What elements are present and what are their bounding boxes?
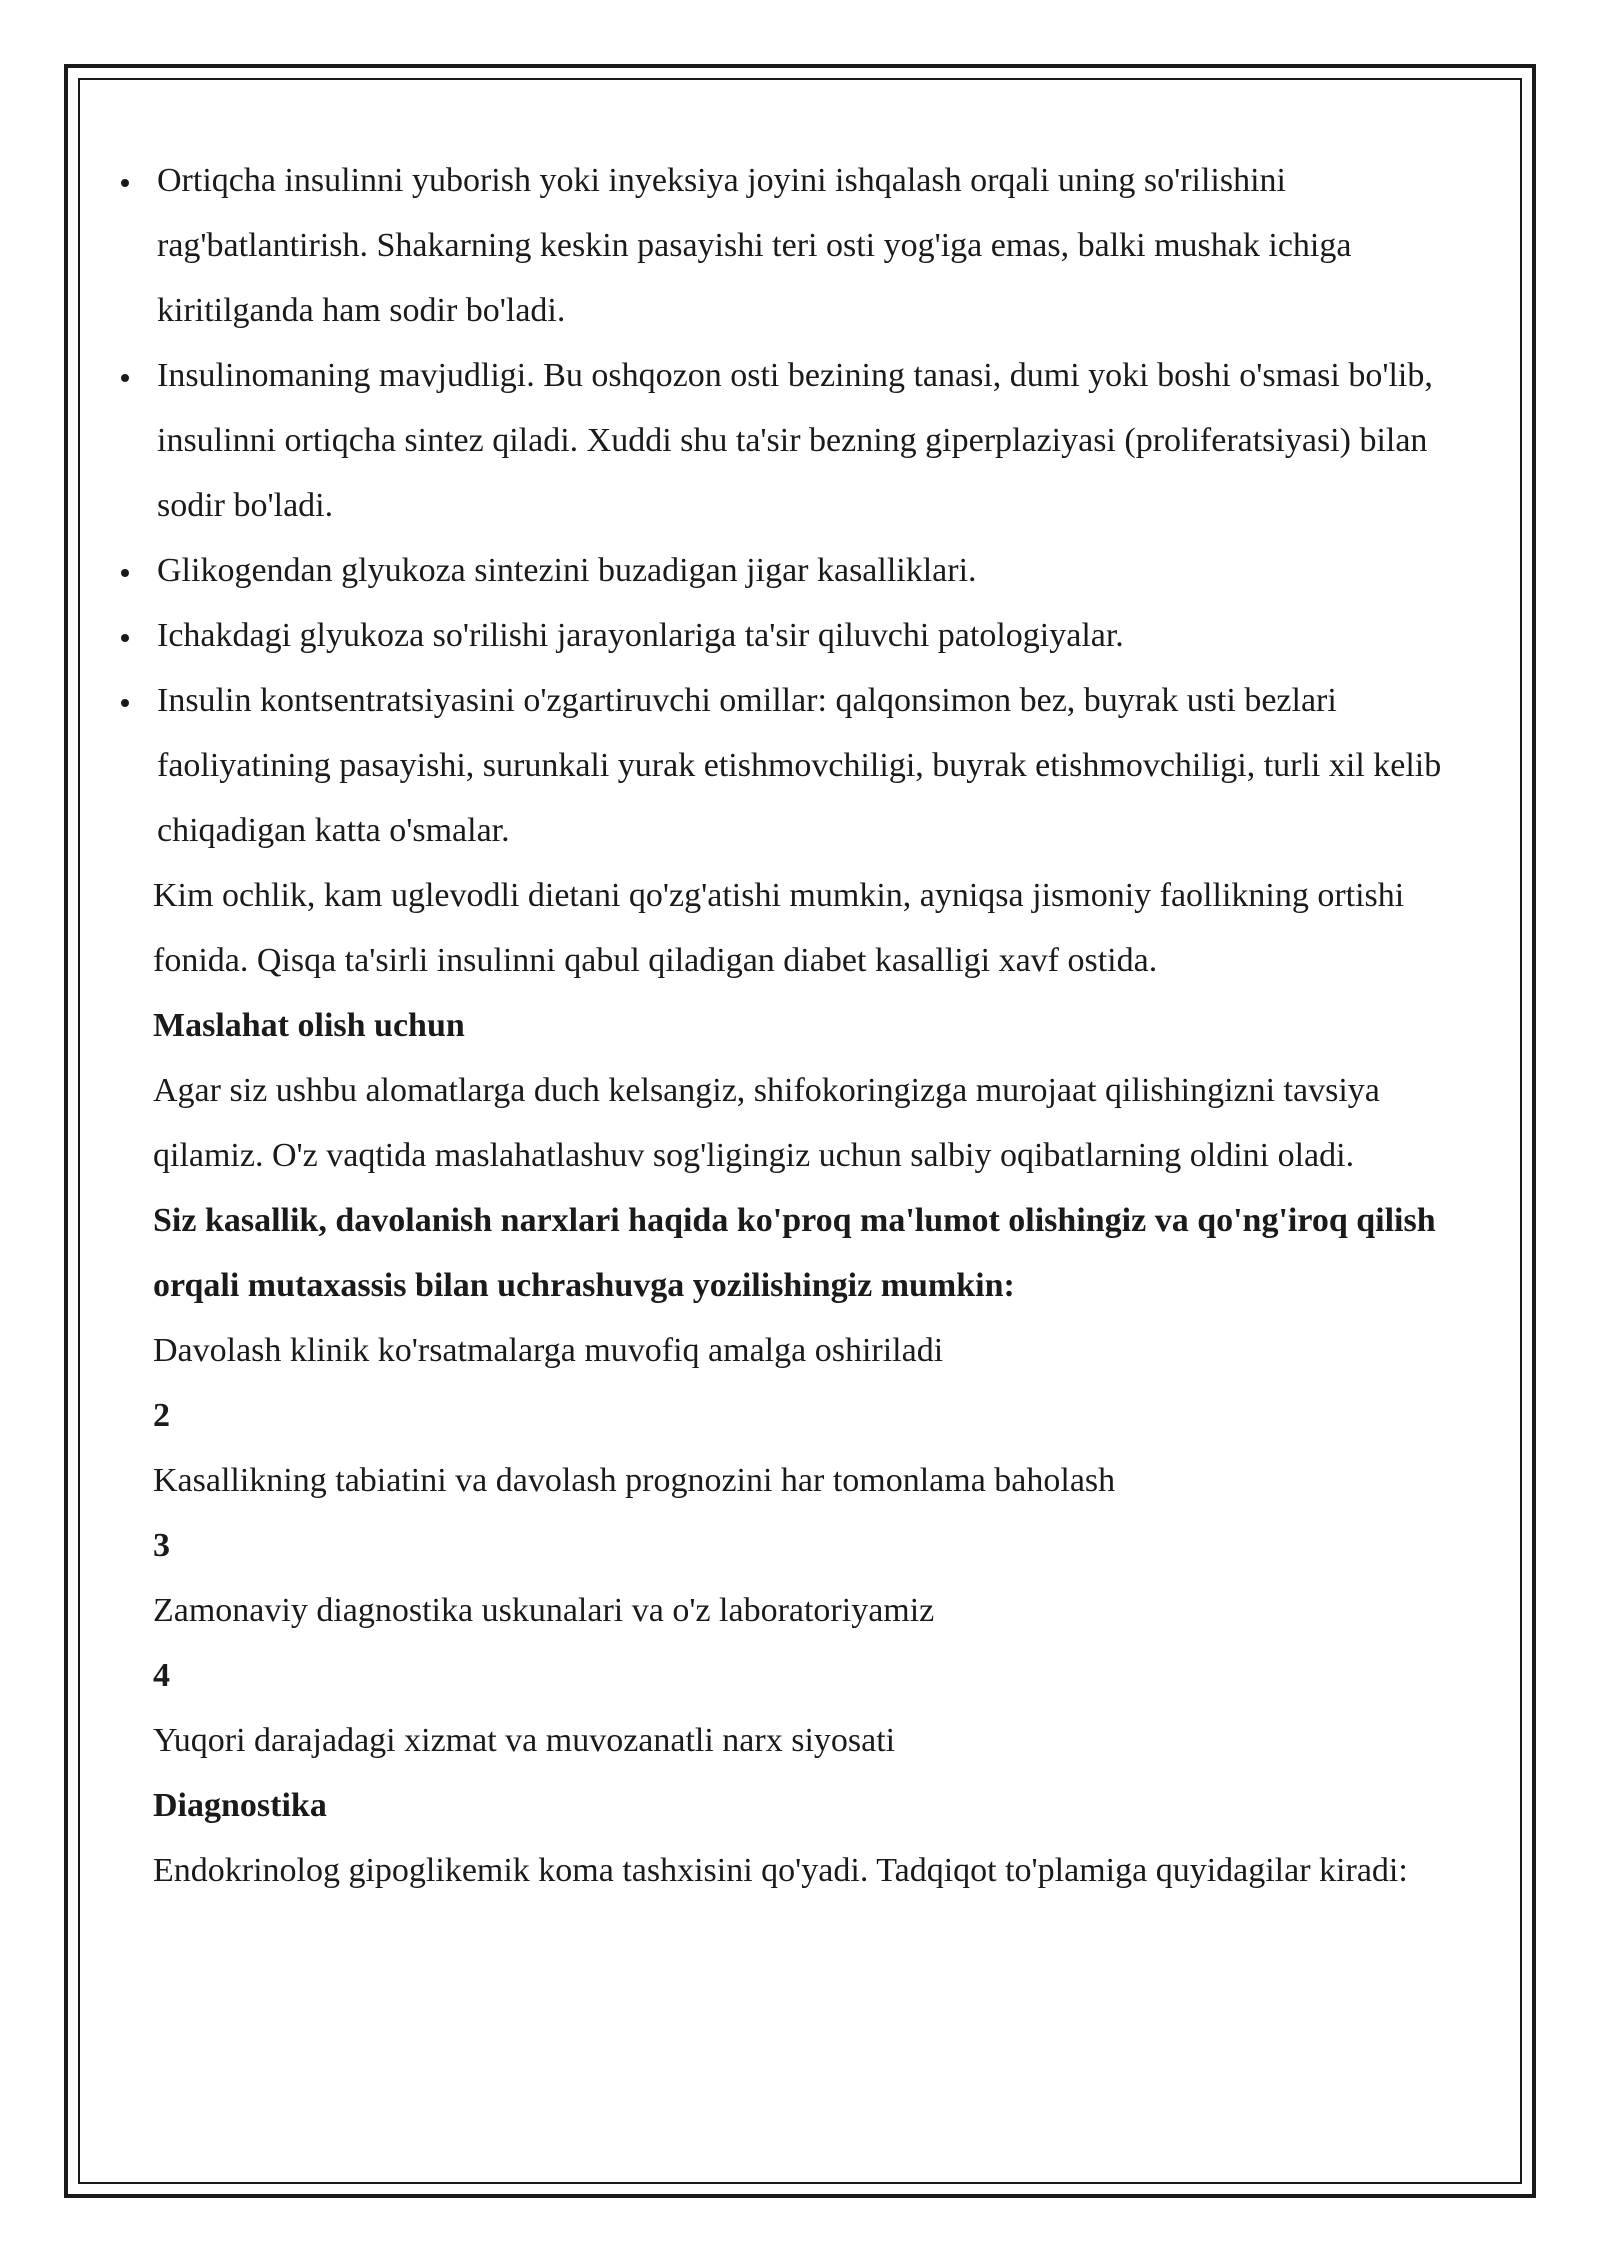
- bullet-icon: [115, 343, 135, 408]
- feature-number: 2: [153, 1397, 170, 1434]
- bullet-icon: [115, 668, 135, 733]
- list-item-text: Glikogendan glyukoza sintezini buzadigan jigar kasalliklari.: [157, 552, 977, 589]
- list-item-text: Ichakdagi glyukoza so'rilishi jarayonlariga ta'sir qiluvchi patologiyalar.: [157, 617, 1124, 654]
- risk-paragraph: Kim ochlik, kam uglevodli dietani qo'zg'atishi mumkin, ayniqsa jismoniy faollikning ortishi fonida. Qisqa ta'sirli insulinni qabul qiladigan diabet kasalligi xavf ostida.: [153, 877, 1405, 979]
- bullet-icon: [115, 538, 135, 603]
- consult-text: Agar siz ushbu alomatlarga duch kelsangiz, shifokoringizga murojaat qilishingizni tavsiya qilamiz. O'z vaqtida maslahatlashuv sog'ligingiz uchun salbiy oqibatlarning oldini oladi.: [153, 1072, 1380, 1174]
- diagnostics-heading: Diagnostika: [153, 1787, 327, 1824]
- feature-number: 4: [153, 1657, 170, 1694]
- feature-text: Yuqori darajadagi xizmat va muvozanatli narx siyosati: [153, 1722, 896, 1759]
- feature-text: Kasallikning tabiatini va davolash prognozini har tomonlama baholash: [153, 1462, 1116, 1499]
- diagnostics-text: Endokrinolog gipoglikemik koma tashxisini qo'yadi. Tadqiqot to'plamiga quyidagilar kiradi:: [153, 1852, 1408, 1889]
- list-item: [153, 668, 1473, 863]
- bullet-icon: [115, 148, 135, 213]
- list-item: [153, 148, 1473, 343]
- consult-note: Siz kasallik, davolanish narxlari haqida ko'proq ma'lumot olishingiz va qo'ng'iroq qilish orqali mutaxassis bilan uchrashuvga yozilishingiz mumkin:: [153, 1202, 1436, 1304]
- consult-heading: Maslahat olish uchun: [153, 1007, 465, 1044]
- bullet-icon: [115, 603, 135, 668]
- list-item-text: Ortiqcha insulinni yuborish yoki inyeksiya joyini ishqalash orqali uning so'rilishini rag'batlantirish. Shakarning keskin pasayishi teri osti yog'iga emas, balki mushak ichiga kiritilganda ham sodir bo'ladi.: [157, 162, 1352, 329]
- list-item-text: Insulinomaning mavjudligi. Bu oshqozon osti bezining tanasi, dumi yoki boshi o'smasi bo'lib, insulinni ortiqcha sintez qiladi. Xuddi shu ta'sir bezning giperplaziyasi (proliferatsiyasi) bilan sodir bo'ladi.: [157, 357, 1433, 524]
- cause-list: [153, 148, 1473, 863]
- feature-text: Davolash klinik ko'rsatmalarga muvofiq amalga oshiriladi: [153, 1332, 944, 1369]
- document-body: [153, 148, 1473, 1903]
- list-item: [153, 343, 1473, 538]
- list-item-text: Insulin kontsentratsiyasini o'zgartiruvchi omillar: qalqonsimon bez, buyrak usti bezlari faoliyatining pasayishi, surunkali yurak etishmovchiligi, buyrak etishmovchiligi, turli xil kelib chiqadigan katta o'smalar.: [157, 682, 1442, 849]
- list-item: [153, 538, 1473, 603]
- feature-number: 3: [153, 1527, 170, 1564]
- list-item: [153, 603, 1473, 668]
- feature-text: Zamonaviy diagnostika uskunalari va o'z laboratoriyamiz: [153, 1592, 935, 1629]
